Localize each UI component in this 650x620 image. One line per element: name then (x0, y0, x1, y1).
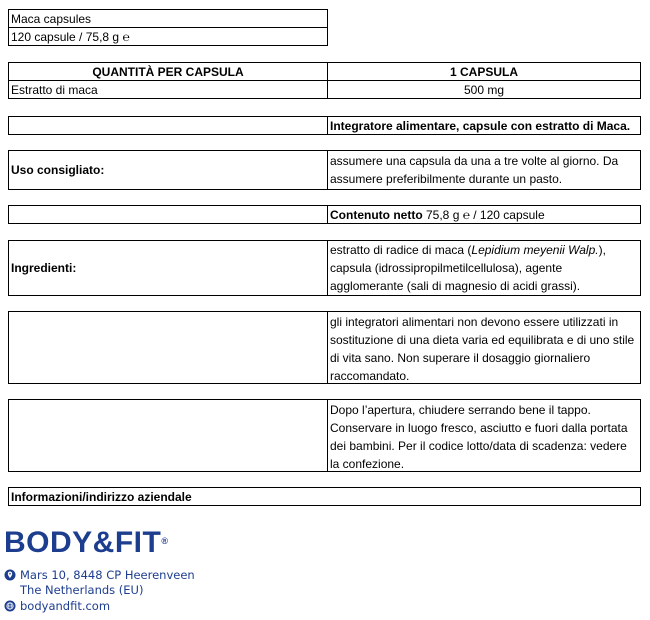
website-link[interactable]: bodyandfit.com (20, 599, 111, 613)
usage-label-text: Uso consigliato: (11, 163, 105, 177)
address-block (4, 568, 195, 598)
warning-text (327, 311, 641, 384)
storage-text (327, 399, 641, 472)
estimated-sign-icon: ℮ (122, 30, 130, 44)
usage-label (8, 150, 328, 190)
website-line (4, 599, 110, 614)
ingredients-label-text: Ingredienti: (11, 261, 77, 275)
ingredients-text (327, 240, 641, 296)
ingredients-label (8, 240, 328, 296)
brand-logo-text: BODY&FIT (4, 526, 162, 559)
nutrition-row-label (8, 80, 328, 99)
storage-left (8, 399, 328, 472)
usage-text-content: assumere una capsula da una a tre volte al giorno. Da assumere preferibilmente durante un pasto. (330, 154, 619, 186)
nutrition-header-quantity-text: QUANTITÀ PER CAPSULA (92, 65, 244, 79)
ingredients-latin-name: Lepidium meyenii Walp. (471, 243, 599, 257)
ingredients-text-after: ), capsula (idrossipropilmetilcellulosa), agente agglomerante (sali di magnesio di acidi grassi). (330, 243, 606, 293)
nutrition-header-capsule-text: 1 CAPSULA (449, 65, 518, 79)
warning-text-content: gli integratori alimentari non devono essere utilizzati in sostituzione di una dieta varia ed equilibrata e di uno stile di vita sano. Non superare il dosaggio giornaliero raccomandato. (330, 315, 635, 383)
description-text: Integratore alimentare, capsule con estratto di Maca. (330, 119, 631, 133)
ingredients-text-before: estratto di radice di maca ( (330, 243, 472, 257)
product-contents-text: 120 capsule / 75,8 g (11, 30, 120, 44)
nutrition-row-value (327, 80, 641, 99)
address-line-1 (4, 568, 195, 583)
nutrition-row-value-text: 500 mg (463, 83, 505, 97)
nutrition-header-quantity (8, 62, 328, 81)
product-contents (8, 27, 328, 46)
brand-logo-mark: ® (161, 536, 169, 546)
net-content-label: Contenuto netto (330, 208, 423, 222)
nutrition-row-label-text: Estratto di maca (11, 83, 98, 97)
usage-text (327, 150, 641, 190)
description-left (8, 116, 328, 135)
description-right (327, 116, 641, 135)
company-heading-text: Informazioni/indirizzo aziendale (11, 490, 192, 504)
net-content-suffix: / 120 capsule (473, 208, 545, 222)
company-heading (8, 487, 641, 506)
address-line-2 (4, 583, 195, 598)
location-pin-icon (4, 569, 16, 581)
net-content-value: 75,8 g (426, 208, 460, 222)
net-content-right (327, 205, 641, 224)
address-line-2-text: The Netherlands (EU) (20, 583, 144, 597)
product-name-text: Maca capsules (11, 12, 92, 26)
nutrition-header-capsule (327, 62, 641, 81)
net-content-left (8, 205, 328, 224)
brand-logo (4, 527, 168, 559)
warning-left (8, 311, 328, 384)
net-estimated-sign-icon: ℮ (462, 208, 470, 222)
globe-icon (4, 600, 16, 612)
product-name (8, 9, 328, 28)
address-line-1-text: Mars 10, 8448 CP Heerenveen (20, 568, 195, 582)
storage-text-content: Dopo l’apertura, chiudere serrando bene il tappo. Conservare in luogo fresco, asciutto e fuori dalla portata dei bambini. Per il codice lotto/data di scadenza: vedere la confezione. (330, 403, 628, 471)
